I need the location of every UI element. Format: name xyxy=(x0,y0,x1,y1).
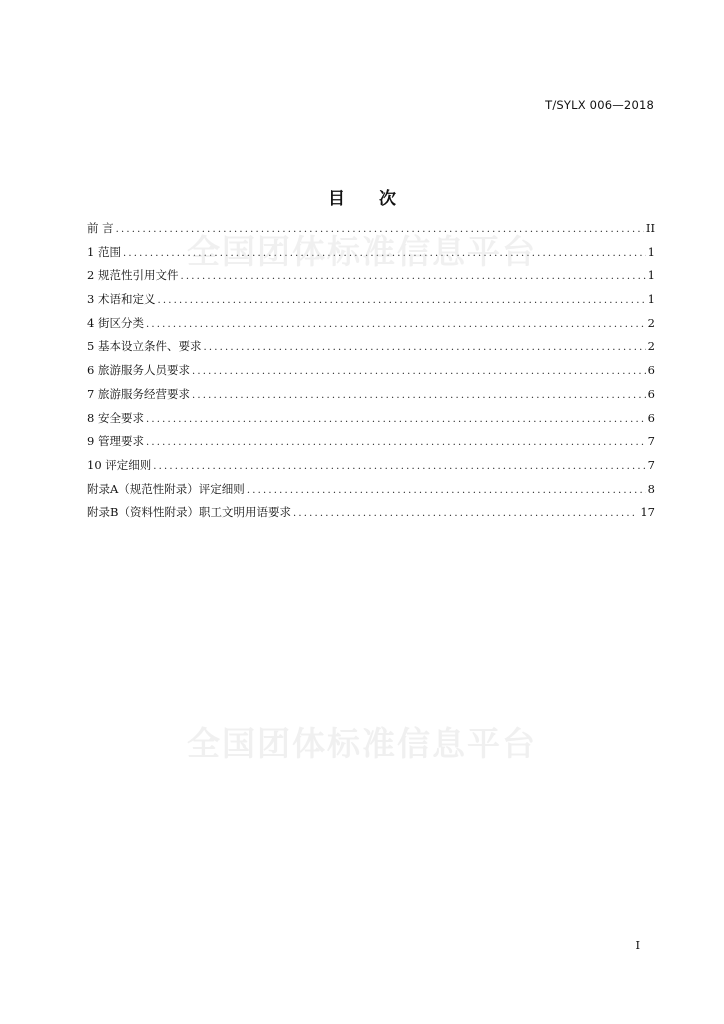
toc-entry-label: 4 街区分类 xyxy=(87,315,144,330)
toc-entry-page: 1 xyxy=(647,292,655,307)
toc-entry-label: 6 旅游服务人员要求 xyxy=(87,363,190,378)
toc-entry-label: 前 言 xyxy=(87,221,114,235)
toc-entry-management-requirements[interactable] xyxy=(87,433,655,457)
toc-entry-label: 8 安全要求 xyxy=(87,410,144,425)
toc-entry-label: 9 管理要求 xyxy=(87,434,144,449)
toc-dot-leader xyxy=(146,319,646,330)
toc-dot-leader xyxy=(116,224,644,235)
toc-entry-label: 附录B（资料性附录）职工文明用语要求 xyxy=(87,505,291,520)
document-code: T/SYLX 006—2018 xyxy=(545,98,654,112)
toc-entry-label: 附录A（规范性附录）评定细则 xyxy=(87,481,245,496)
page-number: I xyxy=(635,938,640,952)
toc-entry-appendix-a[interactable] xyxy=(87,481,655,505)
toc-entry-label: 5 基本设立条件、要求 xyxy=(87,339,202,354)
toc-dot-leader xyxy=(293,508,638,519)
watermark-upper: 全国团体标准信息平台 xyxy=(187,232,537,271)
toc-dot-leader xyxy=(123,248,646,259)
toc-entry-safety-requirements[interactable] xyxy=(87,410,655,434)
toc-dot-leader xyxy=(203,342,645,353)
toc-entry-normative-references[interactable] xyxy=(87,267,655,291)
toc-entry-page: 17 xyxy=(640,505,655,520)
toc-entry-basic-conditions[interactable] xyxy=(87,338,655,362)
toc-dot-leader xyxy=(192,390,646,401)
toc-entry-label: 2 规范性引用文件 xyxy=(87,268,179,283)
toc-dot-leader xyxy=(180,271,645,282)
toc-entry-page: 7 xyxy=(647,457,655,472)
toc-entry-appendix-b[interactable] xyxy=(87,504,655,528)
toc-dot-leader xyxy=(192,366,646,377)
toc-entry-terms-definitions[interactable] xyxy=(87,291,655,315)
table-of-contents xyxy=(87,220,655,528)
toc-entry-page: 1 xyxy=(647,244,655,259)
toc-entry-scope[interactable] xyxy=(87,244,655,268)
toc-entry-page: II xyxy=(645,221,655,235)
toc-entry-evaluation-rules[interactable] xyxy=(87,457,655,481)
toc-entry-page: 1 xyxy=(647,268,655,283)
toc-dot-leader xyxy=(146,437,646,448)
toc-entry-foreword[interactable] xyxy=(87,220,655,244)
toc-dot-leader xyxy=(157,295,645,306)
toc-entry-label: 7 旅游服务经营要求 xyxy=(87,386,190,401)
toc-entry-label: 1 范围 xyxy=(87,244,121,259)
toc-entry-page: 2 xyxy=(647,315,655,330)
toc-title: 目 次 xyxy=(328,189,410,209)
toc-entry-page: 6 xyxy=(647,363,655,378)
toc-entry-page: 7 xyxy=(647,434,655,449)
toc-entry-staff-requirements[interactable] xyxy=(87,362,655,386)
toc-entry-label: 10 评定细则 xyxy=(87,457,152,472)
toc-dot-leader xyxy=(247,485,646,496)
toc-entry-label: 3 术语和定义 xyxy=(87,292,156,307)
toc-entry-operation-requirements[interactable] xyxy=(87,386,655,410)
toc-dot-leader xyxy=(153,461,645,472)
toc-entry-page: 6 xyxy=(647,410,655,425)
toc-entry-page: 8 xyxy=(647,481,655,496)
toc-entry-page: 6 xyxy=(647,386,655,401)
toc-dot-leader xyxy=(146,414,646,425)
watermark-lower: 全国团体标准信息平台 xyxy=(187,724,537,763)
toc-entry-page: 2 xyxy=(647,339,655,354)
toc-entry-classification[interactable] xyxy=(87,315,655,339)
